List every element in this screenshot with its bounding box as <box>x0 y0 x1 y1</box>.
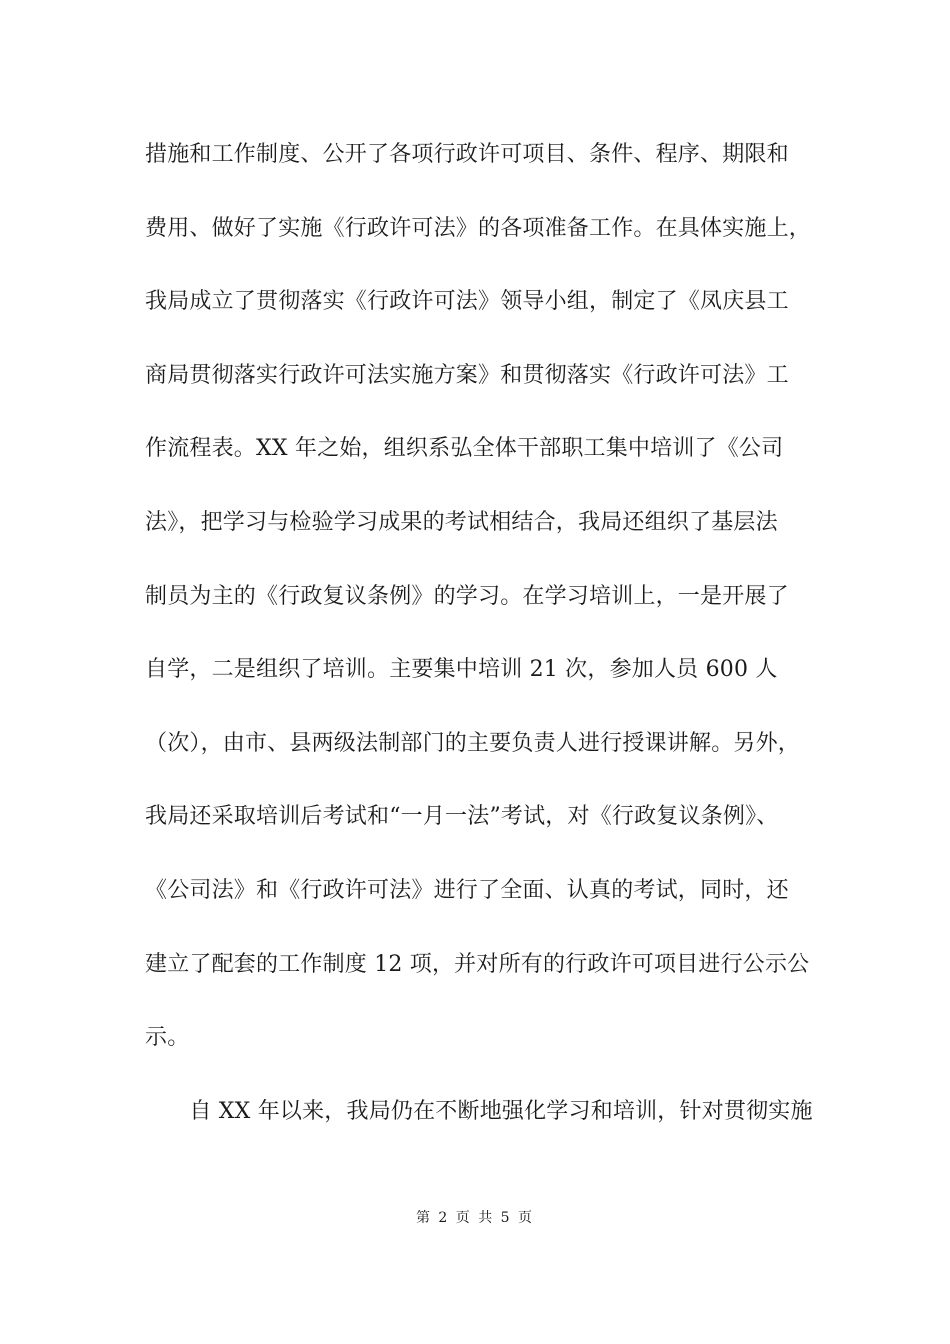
text-line: 建立了配套的工作制度 12 项，并对所有的行政许可项目进行公示公 <box>145 951 810 977</box>
page-number-footer: 第 2 页 共 5 页 <box>415 1210 535 1226</box>
text-line: 制员为主的《行政复议条例》的学习。在学习培训上，一是开展了 <box>145 583 789 609</box>
text-line: 我局还采取培训后考试和“一月一法”考试，对《行政复议条例》、 <box>145 804 779 830</box>
text-line: 商局贯彻落实行政许可法实施方案》和贯彻落实《行政许可法》工 <box>145 362 789 388</box>
text-line: 措施和工作制度、公开了各项行政许可项目、条件、程序、期限和 <box>145 142 789 167</box>
text-line: 费用、做好了实施《行政许可法》的各项准备工作。在具体实施上， <box>145 215 812 241</box>
text-line: 《公司法》和《行政许可法》进行了全面、认真的考试，同时，还 <box>145 877 789 903</box>
text-line: 作流程表。XX 年之始，组织系弘全体干部职工集中培训了《公司 <box>145 436 784 462</box>
text-line: （次），由市、县两级法制部门的主要负责人进行授课讲解。另外， <box>145 730 801 756</box>
text-line: 我局成立了贯彻落实《行政许可法》领导小组，制定了《凤庆县工 <box>145 289 789 315</box>
text-line: 自 XX 年以来，我局仍在不断地强化学习和培训，针对贯彻实施 <box>145 1098 813 1124</box>
text-line: 示。 <box>145 1025 190 1051</box>
body-text <box>145 132 813 1162</box>
text-line: 自学，二是组织了培训。主要集中培训 21 次，参加人员 600 人 <box>145 657 778 683</box>
text-line: 法》，把学习与检验学习成果的考试相结合，我局还组织了基层法 <box>145 509 778 535</box>
